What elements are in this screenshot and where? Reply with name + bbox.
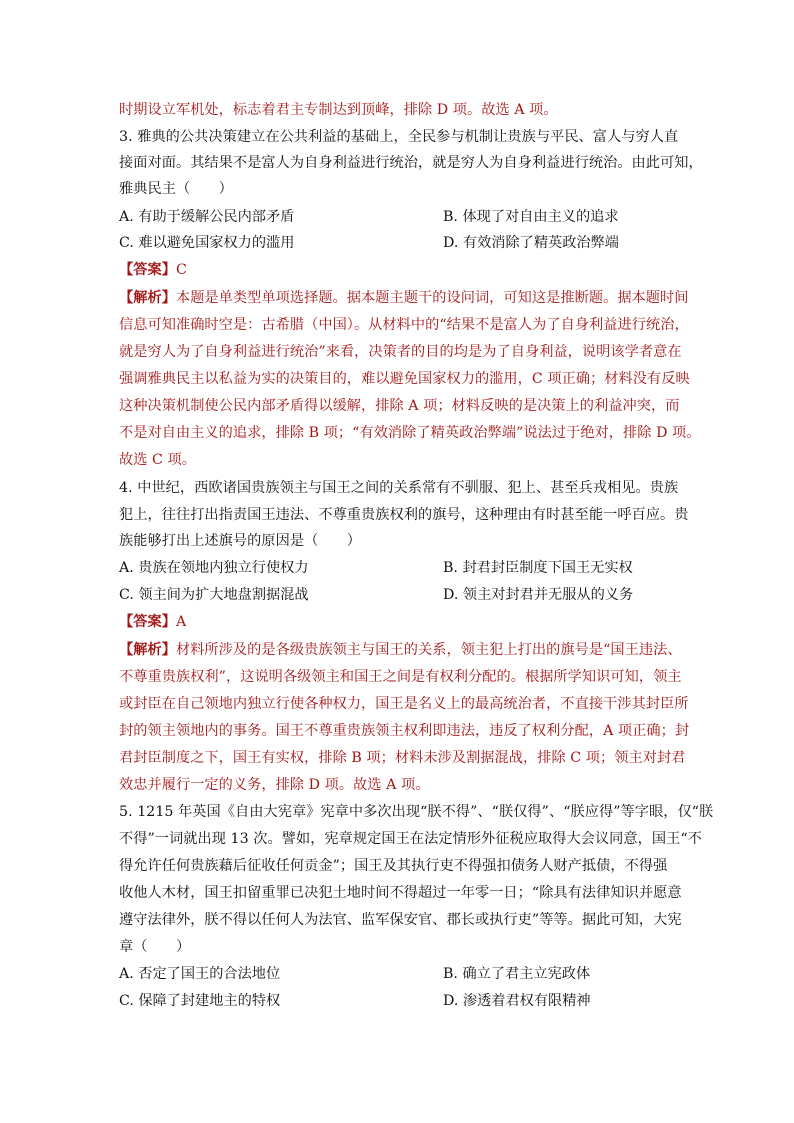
q3-analysis-line-4: 强调雅典民主以私益为实的决策目的，难以避免国家权力的滥用，C 项正确；材料没有反映	[119, 371, 690, 387]
q3-answer-value: C	[175, 262, 187, 278]
q3-option-c: C. 难以避免国家权力的滥用	[119, 235, 295, 251]
q4-analysis-line-2: 不尊重贵族权利”，这说明各级领主和国王之间是有权利分配的。根据所学知识可知，领主	[119, 669, 682, 685]
q4-analysis-line-6: 效忠并履行一定的义务，排除 D 项。故选 A 项。	[119, 777, 430, 793]
q4-answer-value: A	[175, 614, 187, 630]
q5-stem-line-6: 章（ ）	[119, 939, 191, 955]
q3-analysis-line-5: 这种决策机制使公民内部矛盾得以缓解，排除 A 项；材料反映的是决策上的利益冲突，而	[119, 398, 680, 414]
q3-option-d: D. 有效消除了精英政治弊端	[443, 235, 619, 251]
q4-option-b: B. 封君封臣制度下国王无实权	[443, 560, 633, 576]
q3-analysis-text-1: 本题是单类型单项选择题。据本题主题干的设问词，可知这是推断题。据本题时间	[175, 290, 689, 306]
q3-analysis-line-6: 不是对自由主义的追求，排除 B 项；“有效消除了精英政治弊端”说法过于绝对，排除 D 项。	[119, 425, 701, 441]
q4-analysis-label: 【解析】	[119, 642, 176, 658]
q4-stem-line-1: 4. 中世纪，西欧诸国贵族领主与国王之间的关系常有不驯服、犯上、甚至兵戎相见。贵族	[119, 480, 679, 496]
q4-option-c: C. 领主间为扩大地盘割据混战	[119, 587, 309, 603]
q3-option-b: B. 体现了对自由主义的追求	[443, 209, 619, 225]
q4-option-a: A. 贵族在领地内独立行使权力	[119, 560, 309, 576]
q4-answer	[119, 613, 679, 631]
previous-analysis-tail: 时期设立军机处，标志着君主专制达到顶峰，排除 D 项。故选 A 项。	[119, 102, 558, 118]
q5-stem-line-1: 5. 1215 年英国《自由大宪章》宪章中多次出现“朕不得”、“朕仅得”、“朕应得”等字眼，仅“朕	[119, 804, 714, 820]
q5-option-d: D. 渗透着君权有限精神	[443, 993, 591, 1009]
q4-option-d: D. 领主对封君并无服从的义务	[443, 587, 634, 603]
q4-analysis-line-4: 封的领主领地内的事务。国王不尊重贵族领主权利即违法，违反了权利分配，A 项正确；封	[119, 723, 690, 739]
q3-analysis-line-3: 就是穷人为了自身利益进行统治”来看，决策者的目的均是为了自身利益，说明该学者意在	[119, 344, 682, 360]
q4-analysis-text-1: 材料所涉及的是各级贵族领主与国王的关系，领主犯上打出的旗号是“国王违法、	[175, 642, 682, 658]
q3-answer	[119, 261, 679, 279]
q5-option-c: C. 保障了封建地主的特权	[119, 993, 281, 1009]
q5-option-b: B. 确立了君主立宪政体	[443, 966, 591, 982]
q4-analysis-line-5: 君封臣制度之下，国王有实权，排除 B 项；材料未涉及割据混战，排除 C 项；领主对封君	[119, 750, 686, 766]
q3-analysis-line-2: 信息可知准确时空是：古希腊（中国）。从材料中的“结果不是富人为了自身利益进行统治，	[119, 317, 689, 333]
q3-stem-line-1: 3. 雅典的公共决策建立在公共利益的基础上，全民参与机制让贵族与平民、富人与穷人直	[119, 129, 679, 145]
q4-analysis-line-1	[119, 641, 682, 659]
q3-stem-line-2: 接面对面。其结果不是富人为自身利益进行统治，就是穷人为自身利益进行统治。由此可知，	[119, 155, 703, 171]
q4-answer-label: 【答案】	[119, 614, 176, 630]
q3-option-a: A. 有助于缓解公民内部矛盾	[119, 209, 295, 225]
q4-stem-line-2: 犯上，往往打出指责国王违法、不尊重贵族权利的旗号，这种理由有时甚至能一呼百应。贵	[119, 507, 689, 523]
q5-stem-line-2: 不得”一词就出现 13 次。譬如，宪章规定国王在法定情形外征税应取得大会议同意，国王“不	[119, 831, 702, 847]
q3-analysis-label: 【解析】	[119, 290, 176, 306]
q5-stem-line-3: 得允许任何贵族藉后征收任何贡金”；国王及其执行吏不得强扣债务人财产抵债，不得强	[119, 858, 668, 874]
q4-stem-line-3: 族能够打出上述旗号的原因是（ ）	[119, 533, 362, 549]
q5-stem-line-5: 遵守法律外，朕不得以任何人为法官、监军保安官、郡长或执行吏”等等。据此可知，大宪	[119, 912, 682, 928]
q5-stem-line-4: 收他人木材，国王扣留重罪已决犯土地时间不得超过一年零一日；“除具有法律知识并愿意	[119, 885, 682, 901]
q3-analysis-line-7: 故选 C 项。	[119, 452, 196, 468]
q5-option-a: A. 否定了国王的合法地位	[119, 966, 281, 982]
q3-answer-label: 【答案】	[119, 262, 176, 278]
q3-stem-line-3: 雅典民主（ ）	[119, 181, 233, 197]
q3-analysis-line-1	[119, 289, 689, 307]
q4-analysis-line-3: 或封臣在自己领地内独立行使各种权力，国王是名义上的最高统治者，不直接干涉其封臣所	[119, 696, 689, 712]
